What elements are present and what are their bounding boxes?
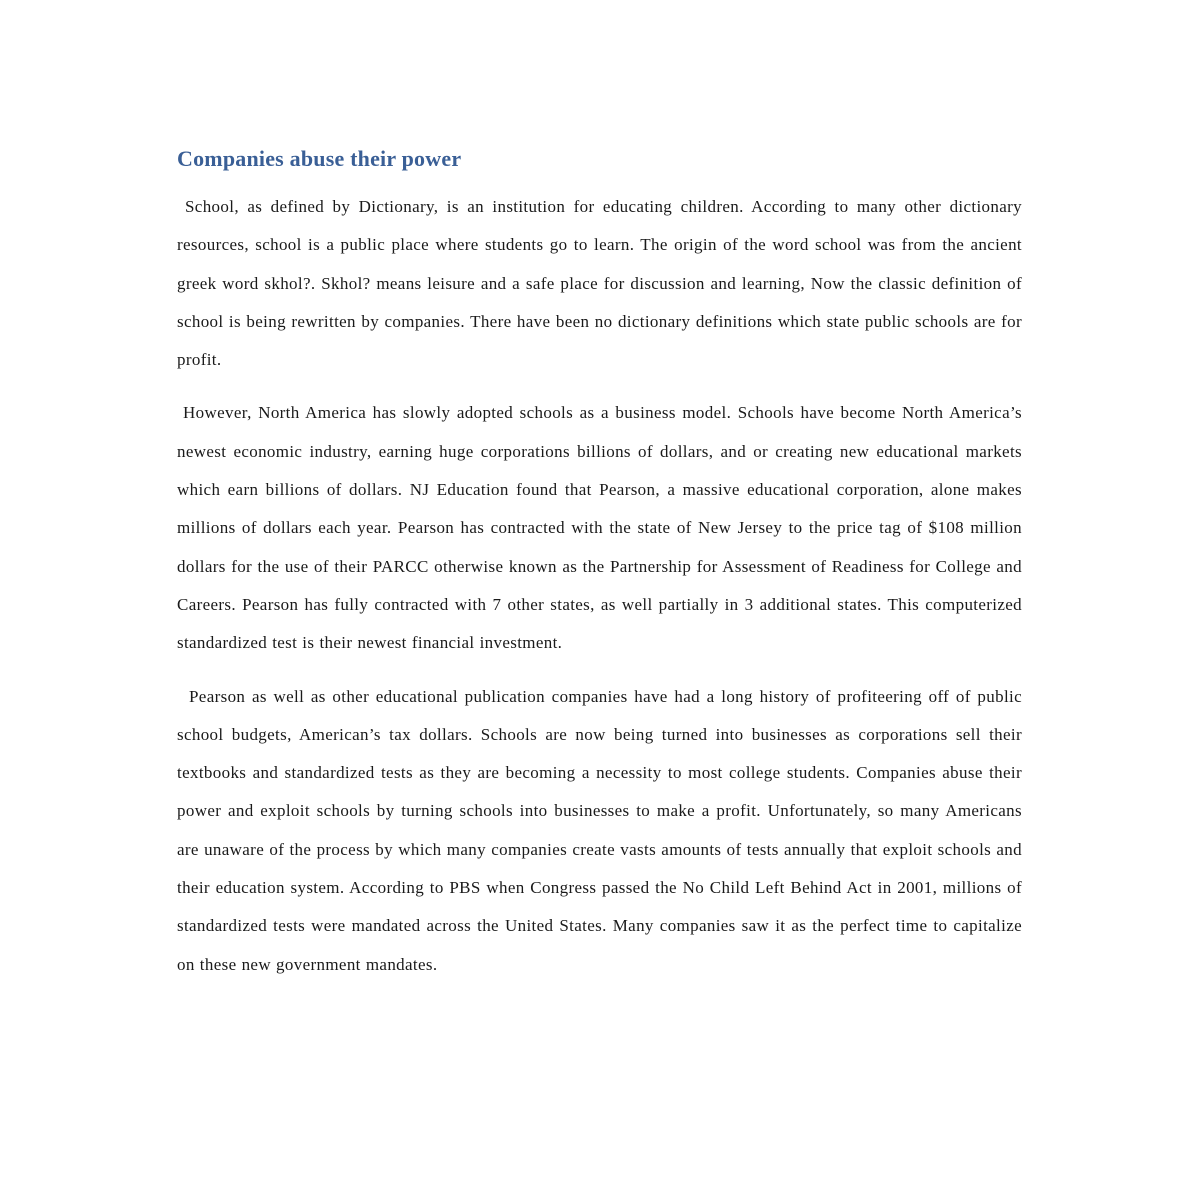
paragraph-2: However, North America has slowly adopted schools as a business model. Schools have become North America’s newest economic industry, earning huge corporations billions of dollars, and or creating new educational markets which earn billions of dollars. NJ Education found that Pearson, a massive educational corporation, alone makes millions of dollars each year. Pearson has contracted with the state of New Jersey to the price tag of $108 million dollars for the use of their PARCC otherwise known as the Partnership for Assessment of Readiness for College and Careers. Pearson has fully contracted with 7 other states, as well partially in 3 additional states. This computerized standardized test is their newest financial investment. [177,403,1022,653]
paragraph-1: School, as defined by Dictionary, is an institution for educating children. According to many other dictionary resources, school is a public place where students go to learn. The origin of the word school was from the ancient greek word skhol?. Skhol? means leisure and a safe place for discussion and learning, Now the classic definition of school is being rewritten by companies. There have been no dictionary definitions which state public schools are for profit. [177,197,1022,370]
document-heading: Companies abuse their power [177,146,462,171]
document-page [177,142,1022,999]
paragraph-3: Pearson as well as other educational publication companies have had a long history of profiteering off of public school budgets, American’s tax dollars. Schools are now being turned into businesses as corporations sell their textbooks and standardized tests as they are becoming a necessity to most college students. Companies abuse their power and exploit schools by turning schools into businesses to make a profit. Unfortunately, so many Americans are unaware of the process by which many companies create vasts amounts of tests annually that exploit schools and their education system. According to PBS when Congress passed the No Child Left Behind Act in 2001, millions of standardized tests were mandated across the United States. Many companies saw it as the perfect time to capitalize on these new government mandates. [177,686,1022,974]
